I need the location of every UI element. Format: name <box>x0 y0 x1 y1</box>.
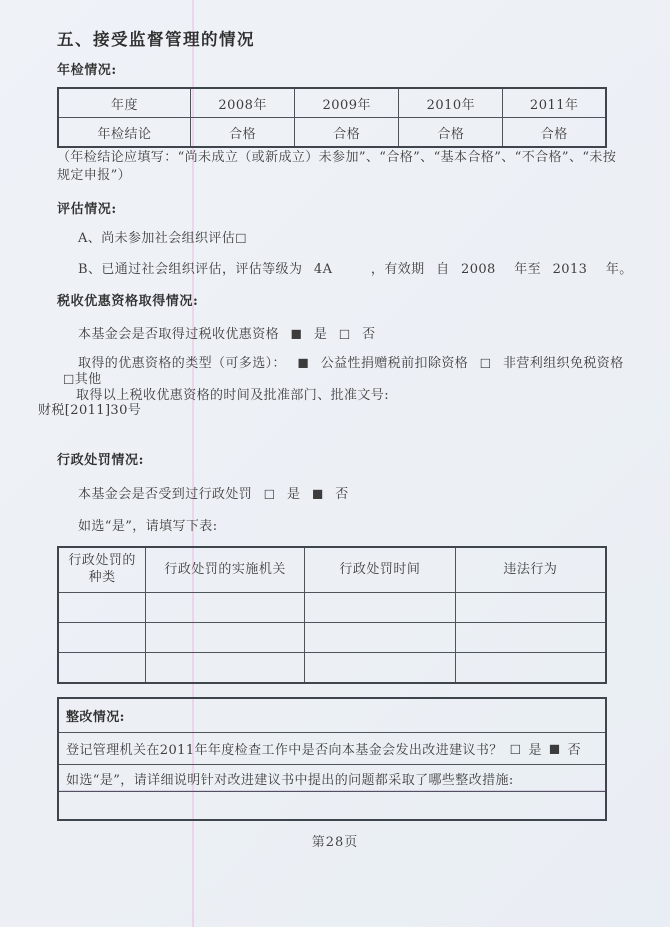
penalty-question-text: 本基金会是否受到过行政处罚 <box>78 487 253 502</box>
valid-from-value: 2008 <box>461 262 496 277</box>
table-cell: 2008年 <box>191 88 295 118</box>
no-label: 否 <box>567 743 581 758</box>
column-header: 行政处罚时间 <box>305 547 456 593</box>
valid-to-value: 2013 <box>552 262 588 277</box>
table-cell: 年度 <box>58 88 191 118</box>
checkbox-unchecked-icon: □ <box>263 486 276 501</box>
checkbox-unchecked-icon: □ <box>63 371 75 386</box>
penalty-table-empty-row <box>58 623 606 653</box>
rectification-box <box>57 697 607 821</box>
section-title: 五、接受监督管理的情况 <box>57 30 255 49</box>
penalty-table <box>57 546 607 684</box>
no-label: 否 <box>362 327 376 342</box>
penalty-table-header-row <box>58 547 606 593</box>
annual-inspection-heading: 年检情况: <box>57 63 117 78</box>
year-row <box>58 88 606 118</box>
empty-cell <box>146 623 305 653</box>
tax-heading: 税收优惠资格取得情况: <box>57 294 199 309</box>
empty-cell <box>455 593 606 623</box>
penalty-table-empty-row <box>58 653 606 684</box>
column-header: 违法行为 <box>455 547 606 593</box>
column-header: 行政处罚的实施机关 <box>146 547 305 593</box>
annual-inspection-table <box>57 87 607 148</box>
tax-type3-label: 其他 <box>74 372 102 387</box>
no-label: 否 <box>335 487 349 502</box>
evaluation-option-a <box>78 230 247 248</box>
penalty-fill-note: 如选“是”，请填写下表: <box>78 519 218 534</box>
checkbox-checked-icon: ■ <box>290 326 303 341</box>
evaluation-grade-value: 4A <box>313 262 333 277</box>
penalty-table-empty-row <box>58 593 606 623</box>
valid-to-label: 年至 <box>514 262 542 277</box>
empty-cell <box>146 593 305 623</box>
page-number: 第28页 <box>311 835 359 850</box>
empty-cell <box>455 623 606 653</box>
empty-cell <box>305 653 456 684</box>
empty-cell <box>58 653 146 684</box>
annual-inspection-note: （年检结论应填写：“尚未成立（或新成立）未参加”、“合格”、“基本合格”、“不合格”、“未按规定申报”） <box>57 150 617 184</box>
penalty-question-line <box>78 486 349 504</box>
penalty-heading: 行政处罚情况: <box>57 453 144 468</box>
tax-type2-label: 非营利组织免税资格 <box>503 356 624 371</box>
empty-cell <box>58 593 146 623</box>
table-cell: 2011年 <box>503 88 606 118</box>
tax-types-label: 取得的优惠资格的类型（可多选）： <box>78 356 286 371</box>
tax-approval-value: 财税[2011]30号 <box>38 403 142 418</box>
rectification-question-line <box>59 732 605 764</box>
yes-label: 是 <box>528 743 542 758</box>
tax-question-text: 本基金会是否取得过税收优惠资格 <box>78 327 280 342</box>
table-cell: 合格 <box>503 118 606 148</box>
checkbox-unchecked-icon: □ <box>509 741 522 755</box>
checkbox-checked-icon: ■ <box>312 486 324 501</box>
rectification-heading: 整改情况: <box>66 710 125 725</box>
table-cell: 2009年 <box>295 88 399 118</box>
validity-label: ，有效期 <box>370 262 425 277</box>
tax-type1-label: 公益性捐赠税前扣除资格 <box>320 356 469 371</box>
evaluation-heading: 评估情况: <box>57 202 117 217</box>
checkbox-checked-icon: ■ <box>548 741 561 755</box>
checkbox-unchecked-icon: □ <box>338 326 351 341</box>
column-header: 行政处罚的种类 <box>58 547 146 593</box>
tax-approval-label: 取得以上税收优惠资格的时间及批准部门、批准文号: <box>76 388 389 403</box>
empty-cell <box>305 593 456 623</box>
table-cell: 年检结论 <box>58 118 191 148</box>
checkbox-unchecked-icon: □ <box>479 355 492 370</box>
option-a-text: A、尚未参加社会组织评估 <box>78 231 236 246</box>
valid-from-label: 自 <box>436 262 450 277</box>
yes-label: 是 <box>313 327 328 342</box>
conclusion-row <box>58 118 606 148</box>
rectification-instruction: 如选“是”，请详细说明针对改进建议书中提出的问题都采取了哪些整改措施: <box>59 764 605 791</box>
empty-cell <box>58 623 146 653</box>
table-cell: 合格 <box>399 118 503 148</box>
empty-cell <box>455 653 606 684</box>
tax-question-line <box>78 326 376 344</box>
tax-types-line <box>78 355 624 373</box>
checkbox-unchecked-icon: □ <box>235 230 247 245</box>
evaluation-option-b <box>78 261 658 279</box>
option-b-text: B、已通过社会组织评估，评估等级为 <box>78 262 303 277</box>
empty-cell <box>305 623 456 653</box>
rectification-question-text: 登记管理机关在2011年年度检查工作中是否向本基金会发出改进建议书？ <box>66 743 503 758</box>
checkbox-checked-icon: ■ <box>297 355 310 370</box>
rectification-answer-area <box>59 791 605 819</box>
yes-label: 是 <box>287 487 301 502</box>
valid-end-label: 年。 <box>605 262 633 277</box>
table-cell: 合格 <box>295 118 399 148</box>
table-cell: 合格 <box>191 118 295 148</box>
table-cell: 2010年 <box>399 88 503 118</box>
empty-cell <box>146 653 305 684</box>
